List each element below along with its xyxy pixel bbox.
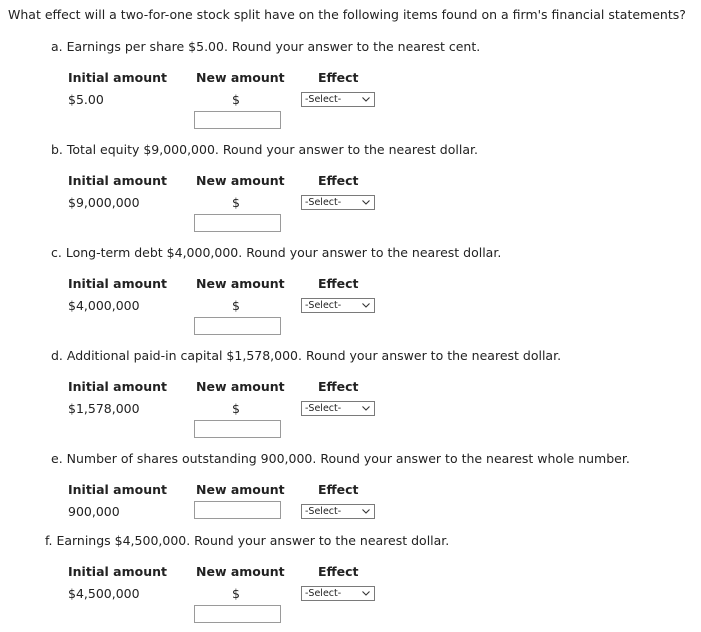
- part-title: c. Long-term debt $4,000,000. Round your answer to the nearest dollar.: [51, 245, 502, 260]
- new-amount-input[interactable]: [194, 214, 281, 232]
- header-new-amount: New amount: [196, 173, 285, 188]
- part-title: f. Earnings $4,500,000. Round your answer to the nearest dollar.: [45, 533, 450, 548]
- dollar-sign: $: [232, 401, 240, 416]
- part-title: d. Additional paid-in capital $1,578,000. Round your answer to the nearest dollar.: [51, 348, 562, 363]
- chevron-down-icon: [362, 302, 370, 309]
- dollar-sign: $: [232, 92, 240, 107]
- new-amount-input[interactable]: [194, 420, 281, 438]
- header-initial-amount: Initial amount: [68, 379, 167, 394]
- new-amount-input[interactable]: [194, 111, 281, 129]
- header-new-amount: New amount: [196, 482, 285, 497]
- effect-select-value: -Select-: [305, 506, 342, 517]
- dollar-sign: $: [232, 586, 240, 601]
- header-initial-amount: Initial amount: [68, 482, 167, 497]
- header-effect: Effect: [318, 276, 359, 291]
- effect-select[interactable]: [301, 195, 375, 210]
- initial-amount-value: $1,578,000: [68, 401, 140, 416]
- part-title: a. Earnings per share $5.00. Round your answer to the nearest cent.: [51, 39, 481, 54]
- header-initial-amount: Initial amount: [68, 70, 167, 85]
- chevron-down-icon: [362, 508, 370, 515]
- chevron-down-icon: [362, 405, 370, 412]
- new-amount-input[interactable]: [194, 317, 281, 335]
- effect-select[interactable]: [301, 586, 375, 601]
- effect-select[interactable]: [301, 92, 375, 107]
- effect-select-value: -Select-: [305, 300, 342, 311]
- initial-amount-value: $4,500,000: [68, 586, 140, 601]
- header-initial-amount: Initial amount: [68, 276, 167, 291]
- header-effect: Effect: [318, 482, 359, 497]
- header-new-amount: New amount: [196, 70, 285, 85]
- dollar-sign: $: [232, 195, 240, 210]
- new-amount-input[interactable]: [194, 501, 281, 519]
- chevron-down-icon: [362, 199, 370, 206]
- initial-amount-value: $9,000,000: [68, 195, 140, 210]
- chevron-down-icon: [362, 590, 370, 597]
- initial-amount-value: $5.00: [68, 92, 104, 107]
- dollar-sign: $: [232, 298, 240, 313]
- header-effect: Effect: [318, 379, 359, 394]
- header-initial-amount: Initial amount: [68, 173, 167, 188]
- header-initial-amount: Initial amount: [68, 564, 167, 579]
- initial-amount-value: 900,000: [68, 504, 120, 519]
- effect-select-value: -Select-: [305, 403, 342, 414]
- header-effect: Effect: [318, 173, 359, 188]
- effect-select[interactable]: [301, 401, 375, 416]
- header-effect: Effect: [318, 70, 359, 85]
- effect-select[interactable]: [301, 298, 375, 313]
- header-new-amount: New amount: [196, 379, 285, 394]
- effect-select-value: -Select-: [305, 197, 342, 208]
- part-title: b. Total equity $9,000,000. Round your answer to the nearest dollar.: [51, 142, 478, 157]
- new-amount-input[interactable]: [194, 605, 281, 623]
- question-text: What effect will a two-for-one stock split have on the following items found on a firm's financial statements?: [8, 7, 686, 22]
- header-new-amount: New amount: [196, 276, 285, 291]
- effect-select-value: -Select-: [305, 94, 342, 105]
- initial-amount-value: $4,000,000: [68, 298, 140, 313]
- chevron-down-icon: [362, 96, 370, 103]
- effect-select-value: -Select-: [305, 588, 342, 599]
- header-effect: Effect: [318, 564, 359, 579]
- header-new-amount: New amount: [196, 564, 285, 579]
- part-title: e. Number of shares outstanding 900,000. Round your answer to the nearest whole number.: [51, 451, 630, 466]
- effect-select[interactable]: [301, 504, 375, 519]
